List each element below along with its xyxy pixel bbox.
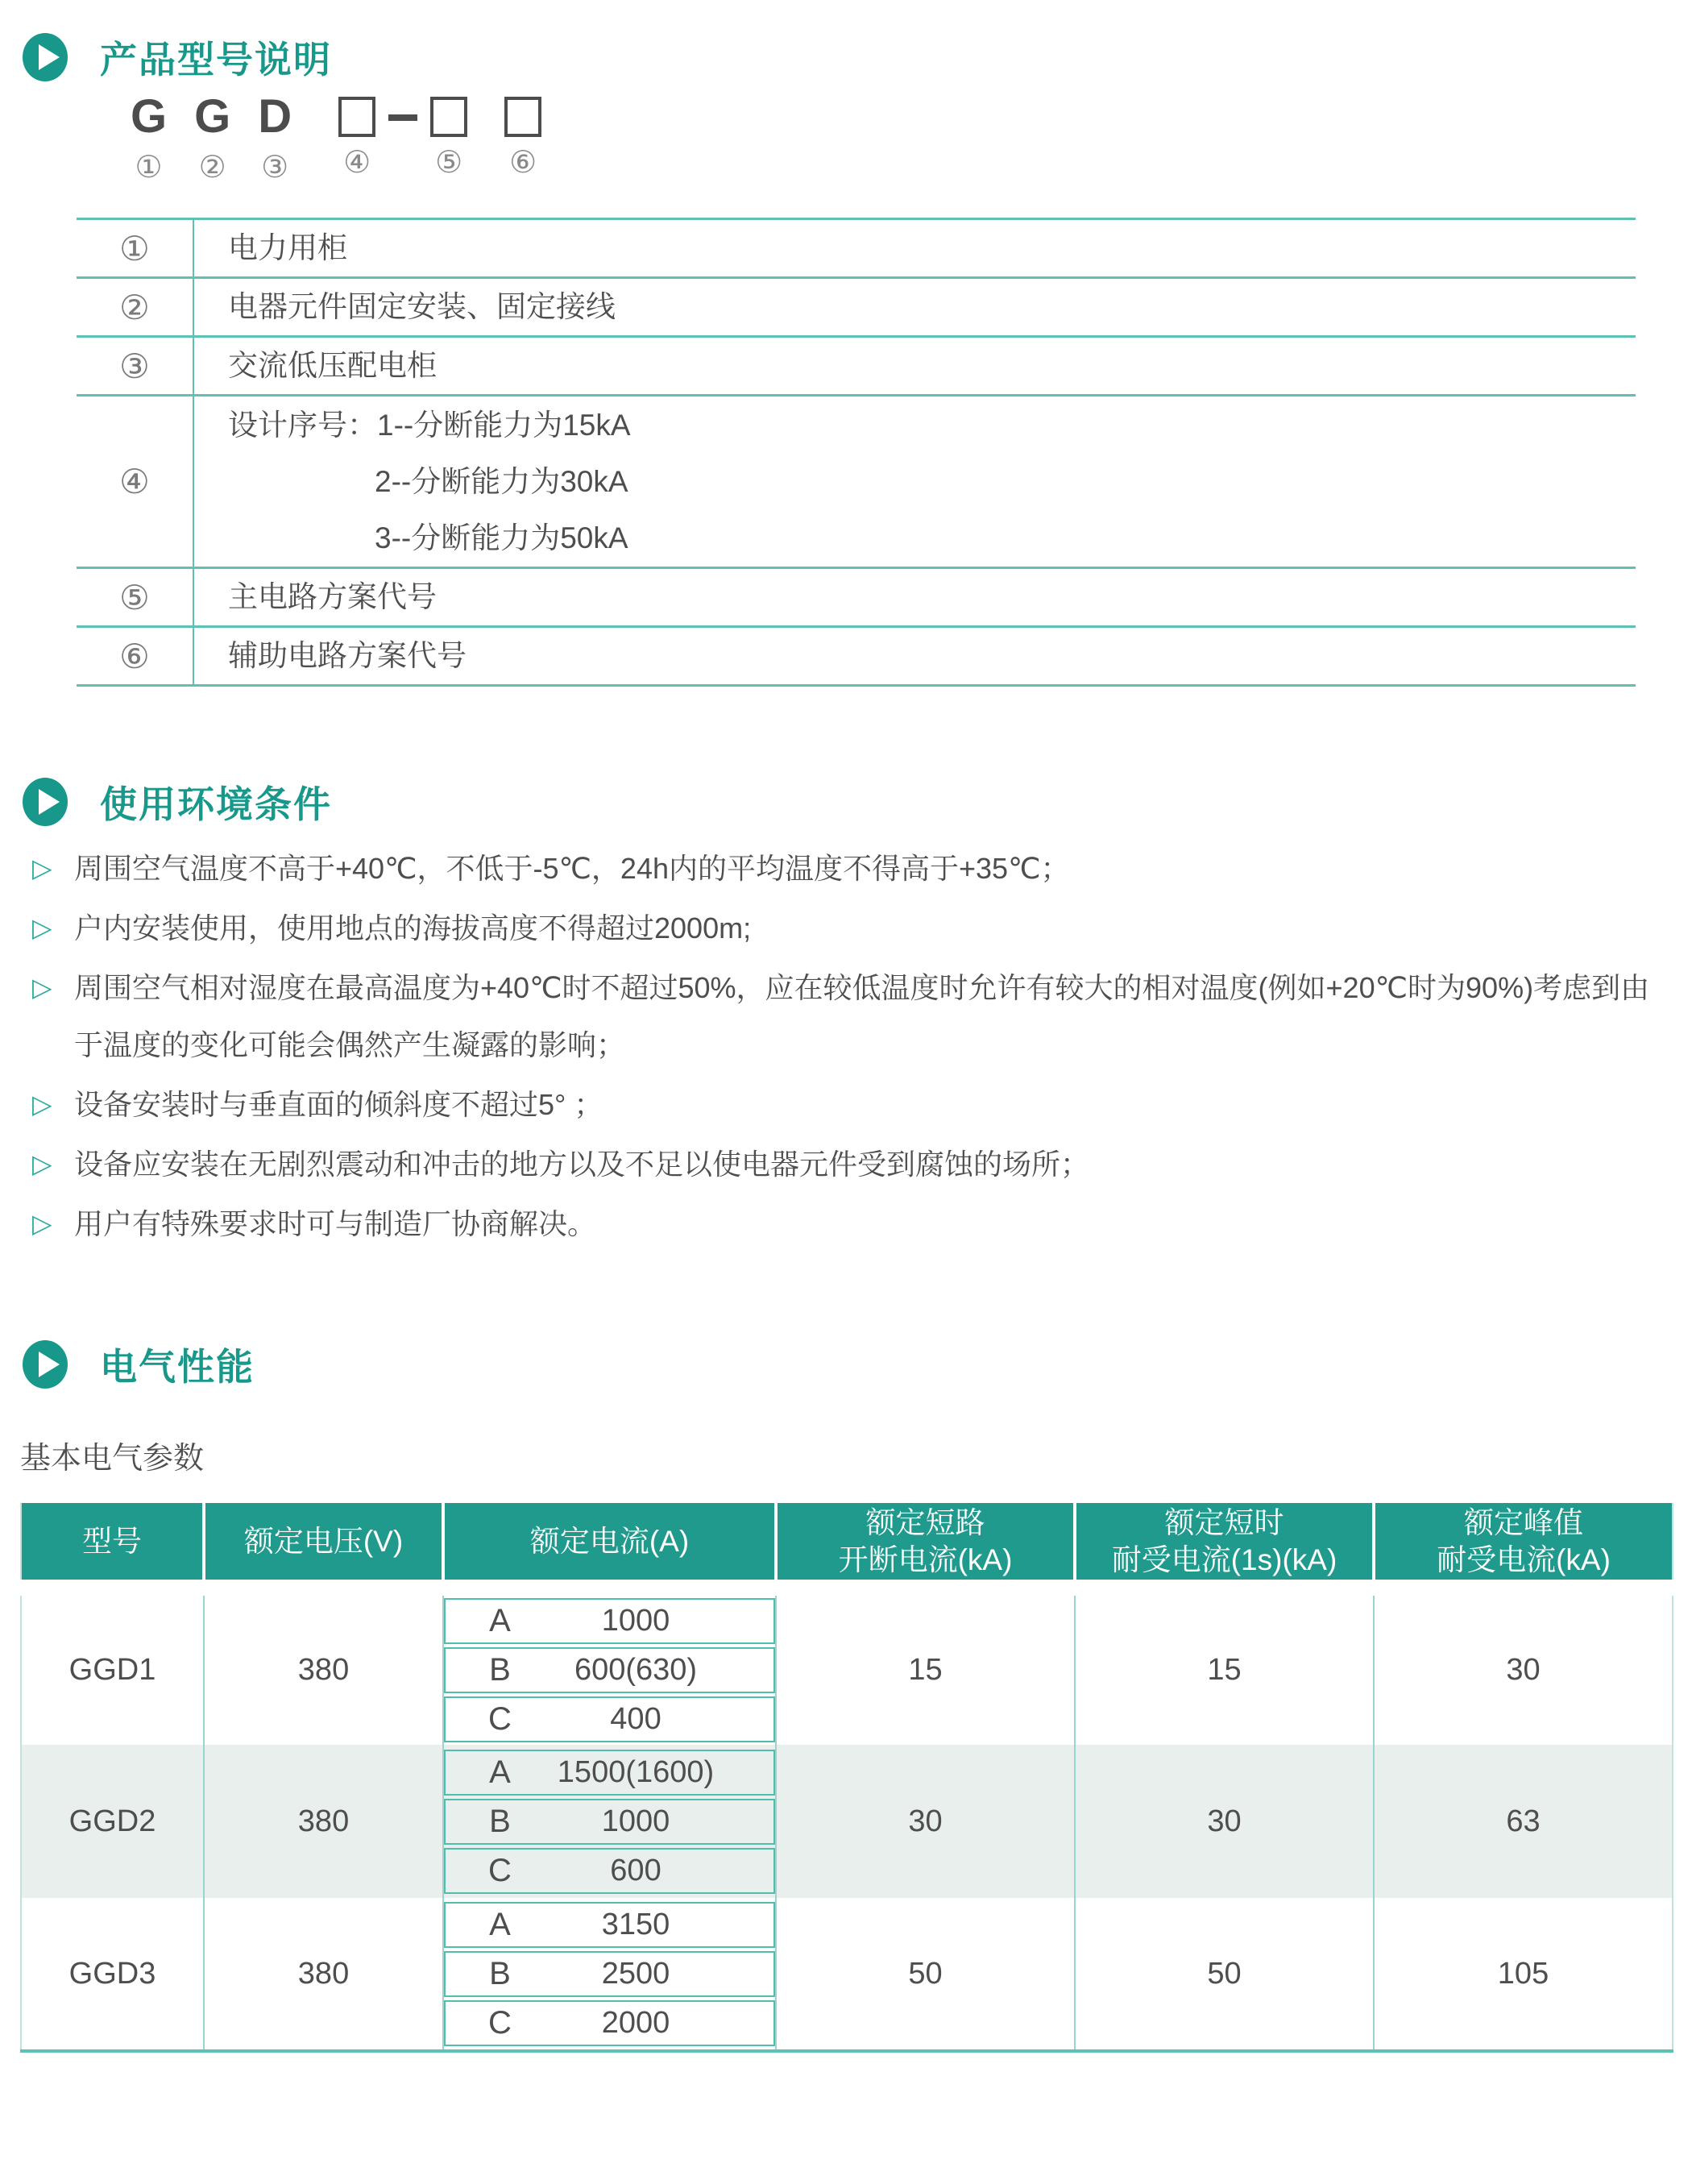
current-sub-row: B 1000 bbox=[444, 1799, 775, 1845]
env-bullet-list bbox=[32, 840, 1665, 1255]
legend-desc: 主电路方案代号 bbox=[228, 580, 437, 613]
legend-desc: 设计序号：1--分断能力为15kA bbox=[228, 408, 631, 442]
triangle-bullet-icon: ▷ bbox=[32, 973, 52, 1002]
header-model: 型号 bbox=[21, 1503, 204, 1588]
section-title-text: 产品型号说明 bbox=[100, 39, 332, 81]
header-rated-current: 额定电流(A) bbox=[443, 1503, 776, 1588]
code-badge: ② bbox=[198, 151, 226, 185]
legend-desc: 交流低压配电柜 bbox=[228, 349, 437, 382]
current-sub-row: C 400 bbox=[444, 1696, 775, 1742]
header-rated-voltage: 额定电压(V) bbox=[204, 1503, 443, 1588]
section-elec-title bbox=[23, 1338, 255, 1391]
legend-row bbox=[77, 627, 1636, 686]
triangle-bullet-icon: ▷ bbox=[32, 1090, 52, 1119]
current-sub-row: C 600 bbox=[444, 1848, 775, 1894]
model-code-letter: D ③ bbox=[258, 89, 292, 185]
cell-short-circuit-breaking: 30 bbox=[776, 1745, 1075, 1898]
model-code bbox=[131, 90, 541, 184]
model-code-box bbox=[430, 90, 467, 179]
cell-short-circuit-breaking: 15 bbox=[776, 1588, 1075, 1745]
bullet-text: 周围空气相对湿度在最高温度为+40℃时不超过50%，应在较低温度时允许有较大的相对温度(例如+20℃时为90%)考虑到由于温度的变化可能会偶然产生凝露的影响； bbox=[74, 971, 1650, 1061]
bullet-item bbox=[32, 1076, 1665, 1133]
section-title-text: 电气性能 bbox=[100, 1346, 255, 1388]
bullet-item bbox=[32, 1195, 1665, 1252]
table-row-ggd3 bbox=[21, 1898, 1673, 2051]
bullet-text: 设备安装时与垂直面的倾斜度不超过5° ； bbox=[74, 1088, 603, 1121]
cell-voltage: 380 bbox=[204, 1898, 443, 2051]
legend-desc: 辅助电路方案代号 bbox=[228, 639, 467, 672]
cell-currents bbox=[443, 1898, 776, 2051]
legend-num: ① bbox=[77, 219, 193, 278]
model-code-letter: G ② bbox=[194, 89, 231, 185]
code-badge: ③ bbox=[261, 151, 289, 185]
triangle-bullet-icon: ▷ bbox=[32, 1149, 52, 1178]
current-sub-row: A 3150 bbox=[444, 1902, 775, 1948]
empty-box bbox=[504, 97, 541, 137]
header-peak-withstand: 额定峰值 耐受电流(kA) bbox=[1374, 1503, 1673, 1588]
dash-icon bbox=[388, 114, 417, 121]
current-sub-row: C 2000 bbox=[444, 2000, 775, 2046]
code-badge: ⑥ bbox=[509, 146, 537, 180]
legend-desc: 3--分断能力为50kA bbox=[375, 521, 628, 554]
table-row-ggd2 bbox=[21, 1745, 1673, 1898]
legend-num: ④ bbox=[77, 396, 193, 568]
model-legend-table bbox=[77, 218, 1636, 687]
header-short-circuit-breaking: 额定短路 开断电流(kA) bbox=[776, 1503, 1075, 1588]
legend-desc: 电力用柜 bbox=[228, 231, 347, 264]
cell-model: GGD2 bbox=[21, 1745, 204, 1898]
legend-desc: 电器元件固定安装、固定接线 bbox=[228, 290, 616, 323]
cell-short-time-withstand: 30 bbox=[1075, 1745, 1374, 1898]
legend-row bbox=[77, 396, 1636, 568]
cell-voltage: 380 bbox=[204, 1745, 443, 1898]
cell-short-time-withstand: 50 bbox=[1075, 1898, 1374, 2051]
cell-short-circuit-breaking: 50 bbox=[776, 1898, 1075, 2051]
model-code-letter: G ① bbox=[131, 89, 168, 185]
cell-model: GGD3 bbox=[21, 1898, 204, 2051]
bullet-item bbox=[32, 1136, 1665, 1193]
bullet-text: 用户有特殊要求时可与制造厂协商解决。 bbox=[74, 1207, 597, 1240]
table-header-row bbox=[21, 1503, 1673, 1588]
bullet-item bbox=[32, 959, 1665, 1073]
bullet-text: 周围空气温度不高于+40℃，不低于-5℃，24h内的平均温度不得高于+35℃； bbox=[74, 852, 1070, 885]
play-icon bbox=[23, 778, 68, 826]
current-sub-row: A 1500(1600) bbox=[444, 1750, 775, 1796]
cell-currents bbox=[443, 1745, 776, 1898]
code-badge: ① bbox=[135, 151, 163, 185]
model-code-box bbox=[338, 90, 375, 179]
legend-num: ② bbox=[77, 278, 193, 337]
elec-subtitle: 基本电气参数 bbox=[20, 1442, 205, 1476]
bullet-item bbox=[32, 840, 1665, 897]
empty-box bbox=[338, 97, 375, 137]
legend-num: ③ bbox=[77, 337, 193, 396]
legend-row bbox=[77, 219, 1636, 278]
model-code-box bbox=[504, 90, 541, 179]
section-model-title bbox=[23, 31, 332, 84]
model-code-dash bbox=[388, 90, 417, 121]
code-badge: ⑤ bbox=[435, 146, 463, 180]
cell-peak-withstand: 105 bbox=[1497, 1956, 1549, 1991]
section-env-title bbox=[23, 775, 332, 828]
empty-box bbox=[430, 97, 467, 137]
cell-voltage: 380 bbox=[204, 1588, 443, 1745]
cell-peak-withstand: 63 bbox=[1374, 1745, 1673, 1898]
current-sub-row: B 2500 bbox=[444, 1951, 775, 1997]
table-row-ggd1 bbox=[21, 1588, 1673, 1745]
code-badge: ④ bbox=[343, 146, 371, 180]
play-icon bbox=[23, 1340, 68, 1389]
header-short-time-withstand: 额定短时 耐受电流(1s)(kA) bbox=[1075, 1503, 1374, 1588]
bullet-text: 户内安装使用，使用地点的海拔高度不得超过2000m; bbox=[74, 911, 752, 945]
cell-peak-withstand: 30 bbox=[1506, 1653, 1541, 1687]
current-sub-row: A 1000 bbox=[444, 1598, 775, 1644]
electrical-parameters-table bbox=[20, 1503, 1673, 2053]
legend-row bbox=[77, 568, 1636, 627]
current-sub-row: B 600(630) bbox=[444, 1647, 775, 1693]
triangle-bullet-icon: ▷ bbox=[32, 1209, 52, 1238]
triangle-bullet-icon: ▷ bbox=[32, 913, 52, 942]
section-title-text: 使用环境条件 bbox=[100, 783, 332, 825]
triangle-bullet-icon: ▷ bbox=[32, 853, 52, 882]
cell-model: GGD1 bbox=[21, 1588, 204, 1745]
cell-currents bbox=[443, 1588, 776, 1745]
legend-row bbox=[77, 278, 1636, 337]
legend-num: ⑥ bbox=[77, 627, 193, 686]
play-icon bbox=[23, 33, 68, 81]
cell-short-time-withstand: 15 bbox=[1075, 1588, 1374, 1745]
bullet-item bbox=[32, 899, 1665, 957]
legend-num: ⑤ bbox=[77, 568, 193, 627]
bullet-text: 设备应安装在无剧烈震动和冲击的地方以及不足以使电器元件受到腐蚀的场所； bbox=[74, 1148, 1090, 1181]
legend-desc: 2--分断能力为30kA bbox=[375, 464, 628, 498]
legend-row bbox=[77, 337, 1636, 396]
